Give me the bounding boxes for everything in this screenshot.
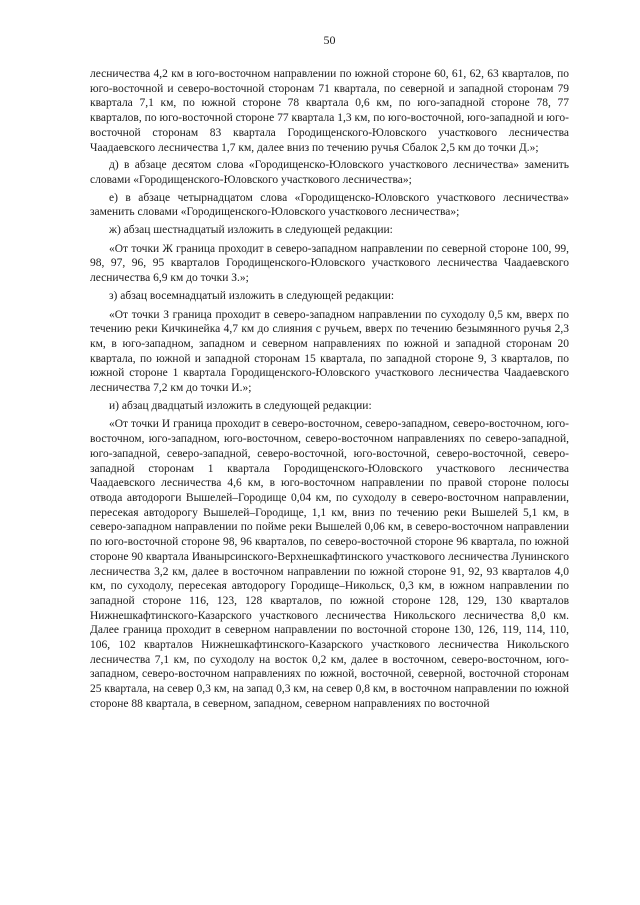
paragraph-continuation: лесничества 4,2 км в юго-восточном направлении по южной стороне 60, 61, 62, 63 кварталов, по юго-восточной и северо-восточной сторонам 71 квартала, по северной и западной сторонам 79 квартала 7,1 км, по южной стороне 78 квартала 0,6 км, по юго-западной стороне 78, 77 кварталов, по юго-восточной стороне 77 квартала 1,3 км, по юго-восточной, юго-западной и юго-восточной сторонам 83 квартала Городищенского-Юловского участкового лесничества Чаадаевского лесничества 1,7 км, далее вниз по течению ручья Сбалок 2,5 км до точки Д.»;: [90, 68, 569, 154]
document-page: [90, 33, 569, 715]
paragraph-amendment-i-text: «От точки И граница проходит в северо-восточном, северо-западном, северо-восточном, юго-восточном, юго-западном, юго-восточном, северо-восточном направлениях по северо-западной, юго-западной, северо-западной, северо-восточной, юго-восточной, северо-восточной, северо-западной сторонам 1 квартала Городищенского-Юловского участкового лесничества Чаадаевского лесничества 4,6 км, в юго-восточном направлении по правой стороне полосы отвода автодороги Вышелей–Городище 0,04 км, по суходолу в северо-восточном направлении, пересекая автодорогу Вышелей–Городище, 1,1 км, вниз по течению реки Вышелей 5,1 км, в северо-западном направлении по пойме реки Вышелей 0,06 км, в северо-восточном направлении по юго-восточной стороне 98, 96 кварталов, по северо-восточной стороне 96 квартала, по южной стороне 90 квартала Иваныpсинского-Верхнешкафтинского участкового лесничества Лунинского лесничества 3,2 км, далее в восточном направлении по южной стороне 91, 92, 93 кварталов 4,0 км, по суходолу, пересекая автодорогу Городище–Никольск, 0,3 км, в южном направлении по западной стороне 116, 123, 128 кварталов, по южной стороне 128, 129, 130 кварталов Нижнешкафтинского-Казарского участкового лесничества Никольского лесничества 8,0 км. Далее граница проходит в северном направлении по восточной стороне 130, 126, 119, 114, 110, 106, 102 кварталов Нижнешкафтинского-Казарского участкового лесничества Никольского лесничества 7,1 км, по суходолу на восток 0,2 км, далее в восточном, северо-восточном, юго-западном, северо-восточном направлениях по южной, восточной, северной, восточной сторонам 25 квартала, на север 0,3 км, на запад 0,3 км, на север 0,8 км, в восточном направлении по южной стороне 88 квартала, в северном, западном, северном направлениях по восточной: [90, 418, 569, 710]
paragraph-amendment-z-lead: з) абзац восемнадцатый изложить в следующей редакции:: [109, 289, 395, 302]
paragraph-amendment-d: д) в абзаце десятом слова «Городищенско-Юловского участкового лесничества» заменить словами «Городищенского-Юловского участкового лесничества»;: [90, 159, 569, 186]
page-number: 50: [323, 33, 336, 47]
paragraph-amendment-z-text: «От точки З граница проходит в северо-западном направлении по суходолу 0,5 км, вверх по течению реки Кичкинейка 4,7 км до слияния с ручьем, вверх по течению безымянного ручья 2,3 км, в юго-западном, западном и северном направлениях по южной и западной сторонам 20 квартала, по южной и западной сторонам 15 квартала, по западной стороне 9, 3 кварталов, по южной стороне 1 квартала Городищенского-Юловского участкового лесничества Чаадаевского лесничества 7,2 км до точки И.»;: [90, 308, 569, 395]
paragraph-amendment-zh-text: «От точки Ж граница проходит в северо-западном направлении по северной стороне 100, 99, 98, 97, 96, 95 кварталов Городищенского-Юловского участкового лесничества Чаадаевского лесничества 6,9 км до точки З.»;: [90, 242, 569, 285]
paragraph-amendment-e: е) в абзаце четырнадцатом слова «Городищенско-Юловского участкового лесничества» заменить словами «Городищенского-Юловского участкового лесничества»;: [90, 191, 569, 219]
paragraph-amendment-zh-lead: ж) абзац шестнадцатый изложить в следующей редакции:: [109, 224, 393, 237]
paragraph-amendment-i-lead: и) абзац двадцатый изложить в следующей редакции:: [109, 399, 372, 412]
